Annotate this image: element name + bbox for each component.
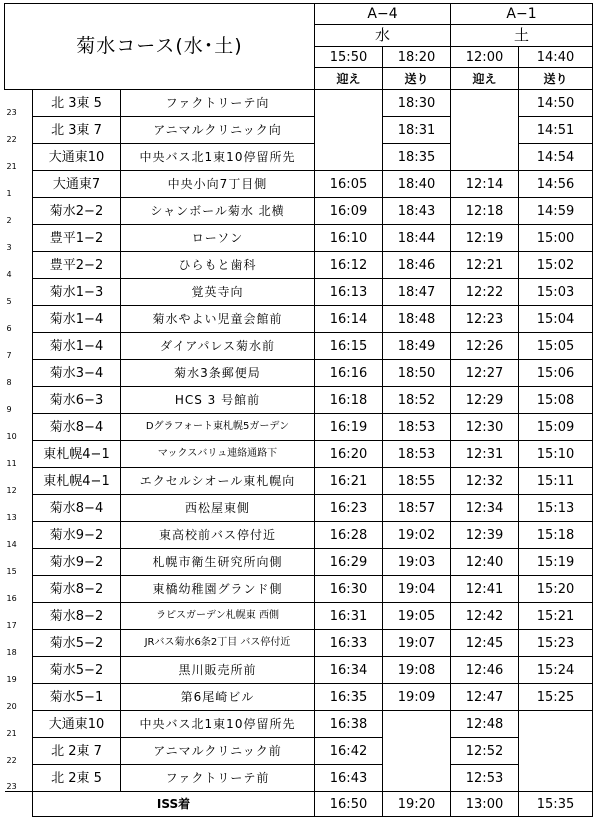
stop-number: 7: [5, 333, 33, 360]
stop-address: 菊水8−4: [33, 495, 121, 522]
table-row: [5, 117, 593, 144]
time-t4: 15:13: [519, 495, 593, 522]
stop-address: 東札幌4−1: [33, 468, 121, 495]
stop-landmark: ローソン: [121, 225, 315, 252]
time-t4: 14:54: [519, 144, 593, 171]
time-t2: [383, 711, 451, 738]
stop-number: 12: [5, 468, 33, 495]
time-t3: 12:18: [451, 198, 519, 225]
time-t1: 16:15: [315, 333, 383, 360]
a4-pickup-label: 迎え: [315, 68, 383, 90]
time-t1: 16:20: [315, 441, 383, 468]
table-row: [5, 576, 593, 603]
stop-address: 北 3東 7: [33, 117, 121, 144]
time-t4: 15:21: [519, 603, 593, 630]
stop-landmark: 西松屋東側: [121, 495, 315, 522]
time-t1: [315, 90, 383, 117]
time-t4: 15:23: [519, 630, 593, 657]
stop-address: 菊水1−4: [33, 333, 121, 360]
stop-landmark: 黒川販売所前: [121, 657, 315, 684]
time-t2: 18:44: [383, 225, 451, 252]
time-t2: 18:48: [383, 306, 451, 333]
stop-landmark: ラピスガーデン札幌東 西側: [121, 603, 315, 630]
stop-landmark: アニマルクリニック向: [121, 117, 315, 144]
stop-address: 大通東7: [33, 171, 121, 198]
arrival-time-t1: 16:50: [315, 792, 383, 817]
time-t4: 15:18: [519, 522, 593, 549]
table-row: [5, 279, 593, 306]
time-t2: 18:47: [383, 279, 451, 306]
a1-dropoff-label: 送り: [519, 68, 593, 90]
stop-address: 北 3東 5: [33, 90, 121, 117]
table-row: [5, 441, 593, 468]
time-t4: 15:08: [519, 387, 593, 414]
time-t1: 16:13: [315, 279, 383, 306]
table-row: [5, 360, 593, 387]
time-t2: 19:02: [383, 522, 451, 549]
stop-address: 菊水5−1: [33, 684, 121, 711]
stop-address: 菊水9−2: [33, 549, 121, 576]
time-t1: 16:29: [315, 549, 383, 576]
table-row: [5, 495, 593, 522]
stop-address: 菊水5−2: [33, 657, 121, 684]
time-t2: [383, 738, 451, 765]
stop-number: 5: [5, 279, 33, 306]
stop-number: 6: [5, 306, 33, 333]
stop-landmark: 中央バス北1東10停留所先: [121, 144, 315, 171]
time-t3: 12:41: [451, 576, 519, 603]
time-t1: 16:14: [315, 306, 383, 333]
time-t1: 16:10: [315, 225, 383, 252]
group-a4-name: A−4: [315, 4, 451, 25]
stop-landmark: マックスバリュ連絡通路下: [121, 441, 315, 468]
stop-landmark: 第6尾崎ビル: [121, 684, 315, 711]
time-t1: 16:43: [315, 765, 383, 792]
stop-number: 8: [5, 360, 33, 387]
time-t2: 19:09: [383, 684, 451, 711]
stop-landmark: ファクトリーテ前: [121, 765, 315, 792]
stop-landmark: アニマルクリニック前: [121, 738, 315, 765]
time-t4: [519, 711, 593, 738]
stop-landmark: ひらもと歯科: [121, 252, 315, 279]
time-t1: 16:28: [315, 522, 383, 549]
table-row: [5, 144, 593, 171]
stop-number: 4: [5, 252, 33, 279]
time-t1: 16:34: [315, 657, 383, 684]
time-t3: 12:45: [451, 630, 519, 657]
time-t4: 15:02: [519, 252, 593, 279]
time-t3: 12:26: [451, 333, 519, 360]
time-t3: 12:48: [451, 711, 519, 738]
time-t4: 14:59: [519, 198, 593, 225]
footer-spacer: [5, 792, 33, 817]
table-row: [5, 90, 593, 117]
group-a1-day: 土: [451, 25, 593, 47]
stop-address: 豊平2−2: [33, 252, 121, 279]
time-t3: 12:19: [451, 225, 519, 252]
time-t1: 16:19: [315, 414, 383, 441]
time-t1: 16:21: [315, 468, 383, 495]
time-t3: 12:27: [451, 360, 519, 387]
time-t1: 16:16: [315, 360, 383, 387]
time-t3: 12:40: [451, 549, 519, 576]
time-t2: 18:55: [383, 468, 451, 495]
stop-landmark: HCS 3 号館前: [121, 387, 315, 414]
time-t3: 12:53: [451, 765, 519, 792]
stop-address: 豊平1−2: [33, 225, 121, 252]
time-t4: [519, 765, 593, 792]
table-row: [5, 225, 593, 252]
a4-dropoff-label: 送り: [383, 68, 451, 90]
table-row: [5, 198, 593, 225]
stop-address: 菊水1−3: [33, 279, 121, 306]
stop-landmark: 覚英寺向: [121, 279, 315, 306]
stop-address: 菊水8−2: [33, 576, 121, 603]
time-t3: 12:47: [451, 684, 519, 711]
stop-number: 16: [5, 576, 33, 603]
table-row: [5, 684, 593, 711]
time-t2: 18:52: [383, 387, 451, 414]
time-t3: 12:29: [451, 387, 519, 414]
arrival-time-t3: 13:00: [451, 792, 519, 817]
course-title: 菊水コース(水･土): [5, 4, 315, 90]
stop-number: 1: [5, 171, 33, 198]
stop-address: 菊水6−3: [33, 387, 121, 414]
stop-landmark: ダイアパレス菊水前: [121, 333, 315, 360]
schedule-table: [4, 3, 593, 817]
time-t2: 18:53: [383, 441, 451, 468]
stop-number: 9: [5, 387, 33, 414]
time-t3: 12:22: [451, 279, 519, 306]
time-t1: [315, 117, 383, 144]
time-t2: 18:57: [383, 495, 451, 522]
time-t2: 18:46: [383, 252, 451, 279]
table-row: [5, 630, 593, 657]
time-t4: 15:04: [519, 306, 593, 333]
time-t2: 19:05: [383, 603, 451, 630]
time-t4: 14:50: [519, 90, 593, 117]
time-t4: 15:11: [519, 468, 593, 495]
arrival-time-t4: 15:35: [519, 792, 593, 817]
time-t1: 16:05: [315, 171, 383, 198]
stop-number: 11: [5, 441, 33, 468]
a1-pickup-label: 迎え: [451, 68, 519, 90]
time-t2: 19:04: [383, 576, 451, 603]
time-t3: [451, 144, 519, 171]
stop-landmark: Dグラフォート東札幌5ガーデン: [121, 414, 315, 441]
time-t1: 16:23: [315, 495, 383, 522]
stop-address: 東札幌4−1: [33, 441, 121, 468]
time-t3: [451, 117, 519, 144]
time-t3: 12:52: [451, 738, 519, 765]
stop-number: 3: [5, 225, 33, 252]
table-row: [5, 657, 593, 684]
time-t2: 18:53: [383, 414, 451, 441]
stop-address: 菊水3−4: [33, 360, 121, 387]
stop-number: 20: [5, 684, 33, 711]
time-t3: 12:34: [451, 495, 519, 522]
time-t3: 12:42: [451, 603, 519, 630]
time-t4: 14:51: [519, 117, 593, 144]
arrival-label: ISS着: [33, 792, 315, 817]
a4-pickup-time: 15:50: [315, 47, 383, 68]
time-t2: 18:50: [383, 360, 451, 387]
stop-landmark: 東高校前バス停付近: [121, 522, 315, 549]
time-t1: 16:31: [315, 603, 383, 630]
stop-landmark: シャンボール菊水 北横: [121, 198, 315, 225]
stop-landmark: 東橋幼稚園グランド側: [121, 576, 315, 603]
table-row: [5, 171, 593, 198]
stop-address: 菊水8−2: [33, 603, 121, 630]
time-t4: 15:20: [519, 576, 593, 603]
time-t4: 15:25: [519, 684, 593, 711]
stop-address: 大通東10: [33, 144, 121, 171]
group-a1-name: A−1: [451, 4, 593, 25]
time-t1: 16:38: [315, 711, 383, 738]
time-t4: 15:06: [519, 360, 593, 387]
a1-pickup-time: 12:00: [451, 47, 519, 68]
time-t3: 12:21: [451, 252, 519, 279]
time-t2: 19:08: [383, 657, 451, 684]
time-t3: 12:14: [451, 171, 519, 198]
stop-address: 菊水2−2: [33, 198, 121, 225]
time-t3: 12:39: [451, 522, 519, 549]
time-t4: 15:24: [519, 657, 593, 684]
table-row: [5, 414, 593, 441]
schedule-sheet: [4, 3, 592, 834]
time-t3: 12:30: [451, 414, 519, 441]
stop-landmark: 札幌市衛生研究所向側: [121, 549, 315, 576]
time-t2: 19:03: [383, 549, 451, 576]
stop-number: 17: [5, 603, 33, 630]
stop-address: 北 2東 7: [33, 738, 121, 765]
time-t4: 15:05: [519, 333, 593, 360]
time-t1: 16:42: [315, 738, 383, 765]
stop-landmark: ファクトリーテ向: [121, 90, 315, 117]
stop-number: 15: [5, 549, 33, 576]
stop-number: 13: [5, 495, 33, 522]
table-row: [5, 711, 593, 738]
time-t4: 15:09: [519, 414, 593, 441]
group-a4-day: 水: [315, 25, 451, 47]
table-row: [5, 468, 593, 495]
stop-number: 23: [5, 90, 33, 117]
stop-number: 21: [5, 144, 33, 171]
time-t1: [315, 144, 383, 171]
stop-landmark: JRバス菊水6条2丁目 バス停付近: [121, 630, 315, 657]
stop-landmark: 中央バス北1東10停留所先: [121, 711, 315, 738]
stop-address: 菊水8−4: [33, 414, 121, 441]
time-t2: 18:30: [383, 90, 451, 117]
table-row: [5, 252, 593, 279]
stop-landmark: エクセルシオール東札幌向: [121, 468, 315, 495]
time-t2: 18:40: [383, 171, 451, 198]
arrival-time-t2: 19:20: [383, 792, 451, 817]
stop-address: 菊水9−2: [33, 522, 121, 549]
a4-dropoff-time: 18:20: [383, 47, 451, 68]
stop-address: 菊水5−2: [33, 630, 121, 657]
stop-number: 10: [5, 414, 33, 441]
time-t3: [451, 90, 519, 117]
time-t1: 16:12: [315, 252, 383, 279]
table-row: [5, 306, 593, 333]
stop-number: 2: [5, 198, 33, 225]
stop-landmark: 菊水やよい児童会館前: [121, 306, 315, 333]
stop-number: 23: [5, 765, 33, 792]
time-t4: [519, 738, 593, 765]
time-t3: 12:23: [451, 306, 519, 333]
time-t1: 16:33: [315, 630, 383, 657]
time-t2: 18:43: [383, 198, 451, 225]
time-t4: 15:10: [519, 441, 593, 468]
stop-number: 21: [5, 711, 33, 738]
time-t1: 16:18: [315, 387, 383, 414]
time-t4: 15:00: [519, 225, 593, 252]
time-t2: [383, 765, 451, 792]
time-t4: 14:56: [519, 171, 593, 198]
table-row: [5, 387, 593, 414]
time-t2: 18:49: [383, 333, 451, 360]
time-t2: 18:31: [383, 117, 451, 144]
time-t1: 16:35: [315, 684, 383, 711]
stop-number: 18: [5, 630, 33, 657]
a1-dropoff-time: 14:40: [519, 47, 593, 68]
table-row: [5, 522, 593, 549]
footer-row: [5, 792, 593, 817]
table-row: [5, 333, 593, 360]
stop-number: 22: [5, 738, 33, 765]
stop-address: 北 2東 5: [33, 765, 121, 792]
time-t4: 15:03: [519, 279, 593, 306]
time-t3: 12:46: [451, 657, 519, 684]
table-row: [5, 603, 593, 630]
time-t1: 16:30: [315, 576, 383, 603]
table-row: [5, 765, 593, 792]
table-row: [5, 738, 593, 765]
time-t1: 16:09: [315, 198, 383, 225]
time-t2: 18:35: [383, 144, 451, 171]
stop-number: 22: [5, 117, 33, 144]
stop-landmark: 中央小向7丁目側: [121, 171, 315, 198]
time-t3: 12:31: [451, 441, 519, 468]
stop-address: 菊水1−4: [33, 306, 121, 333]
time-t4: 15:19: [519, 549, 593, 576]
table-row: [5, 549, 593, 576]
stop-landmark: 菊水3条郵便局: [121, 360, 315, 387]
stop-address: 大通東10: [33, 711, 121, 738]
stop-number: 19: [5, 657, 33, 684]
stop-number: 14: [5, 522, 33, 549]
time-t3: 12:32: [451, 468, 519, 495]
time-t2: 19:07: [383, 630, 451, 657]
